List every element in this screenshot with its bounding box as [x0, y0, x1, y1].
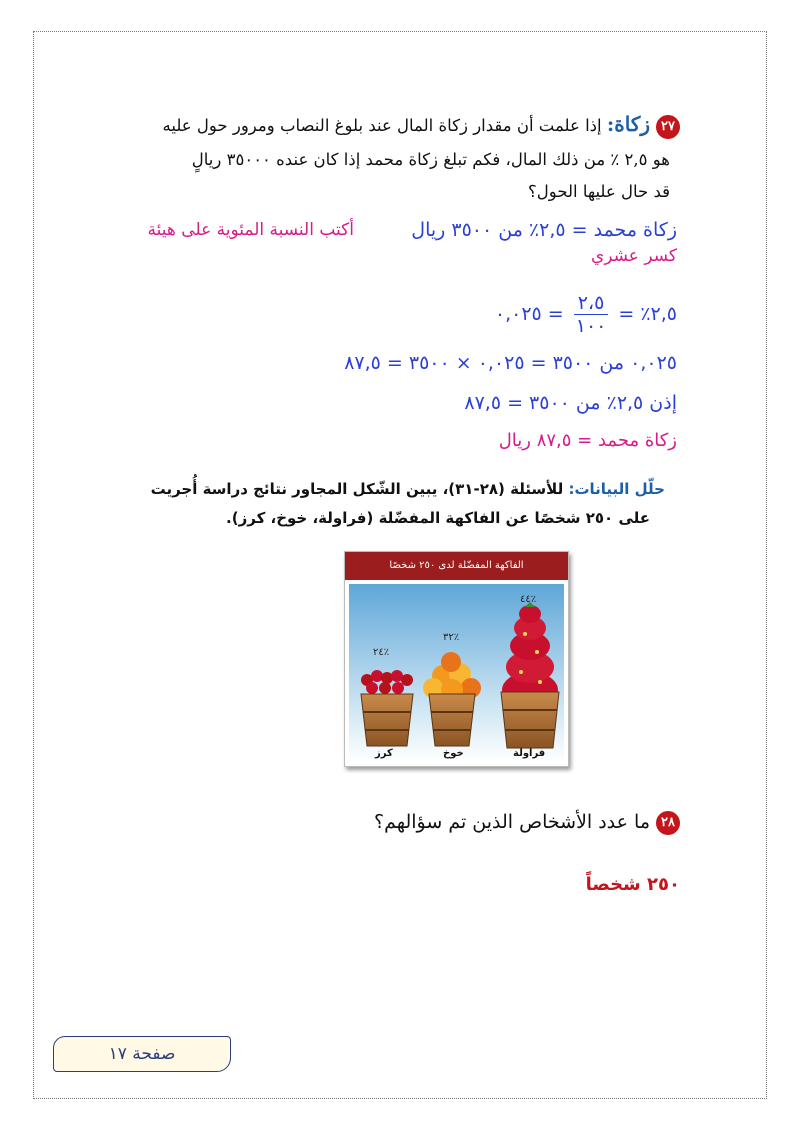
solution-note-line2: كسر عشري [590, 246, 677, 266]
solution-note-line1: أكتب النسبة المئوية على هيئة [147, 220, 354, 240]
peach-percent: ٪٣٢ [443, 632, 460, 643]
q27-number-badge: ٢٧ [656, 115, 680, 139]
q28-number-badge: ٢٨ [656, 811, 680, 835]
q27-text-line1: إذا علمت أن مقدار زكاة المال عند بلوغ النصاب ومرور حول عليه [162, 116, 602, 135]
step2-left: ٢,٥٪ = [618, 303, 677, 325]
cherry-label: كرز [375, 748, 393, 759]
strawberry-percent: ٪٤٤ [520, 594, 537, 605]
cherry-basket [361, 670, 413, 746]
data-analysis-line2: على ٢٥٠ شخصًا عن الفاكهة المفضّلة (فراولة، خوخ، كرز). [226, 509, 650, 527]
peach-basket [423, 652, 481, 746]
solution-step1: زكاة محمد = ٢,٥٪ من ٣٥٠٠ ريال [411, 219, 677, 241]
figure-title: الفاكهة المفضّلة لدى ٢٥٠ شخصًا [345, 552, 568, 580]
solution-step2 [495, 292, 677, 337]
strawberry-basket [501, 602, 559, 748]
q27-text-line2: هو ٢,٥ ٪ من ذلك المال، فكم تبلغ زكاة محمد إذا كان عنده ٣٥٠٠٠ ريالٍ [191, 150, 670, 169]
cherry-percent: ٪٢٤ [373, 647, 390, 658]
data-analysis-text1: للأسئلة (٢٨-٣١)، يبين الشّكل المجاور نتائج دراسة أُجريت [150, 480, 564, 498]
fruit-preference-figure [344, 551, 569, 767]
q27-line1 [163, 112, 680, 139]
data-analysis-title: حلّل البيانات: [568, 480, 665, 498]
solution-answer: زكاة محمد = ٨٧,٥ ريال [498, 430, 677, 451]
fraction-denominator: ١٠٠ [575, 315, 607, 337]
q28-answer: ٢٥٠ شخصاً [585, 874, 680, 895]
solution-step4: إذن ٢,٥٪ من ٣٥٠٠ = ٨٧,٥ [464, 392, 677, 414]
fraction [574, 292, 609, 337]
data-analysis-line1 [151, 480, 665, 498]
q27-title: زكاة: [606, 112, 650, 136]
solution-step3: ٠,٠٢٥ من ٣٥٠٠ = ٠,٠٢٥ × ٣٥٠٠ = ٨٧,٥ [344, 352, 677, 374]
q28-text: ما عدد الأشخاص الذين تم سؤالهم؟ [373, 811, 650, 833]
peach-label: خوخ [443, 748, 464, 759]
strawberry-label: فراولة [513, 748, 546, 759]
page-number-badge: صفحة ١٧ [53, 1036, 231, 1072]
step2-right: = ٠,٠٢٥ [494, 303, 564, 325]
fraction-numerator: ٢،٥ [574, 292, 609, 315]
figure-baskets-art [345, 552, 568, 766]
q27-text-line3: قد حال عليها الحول؟ [528, 182, 670, 201]
q28-line [374, 811, 680, 835]
